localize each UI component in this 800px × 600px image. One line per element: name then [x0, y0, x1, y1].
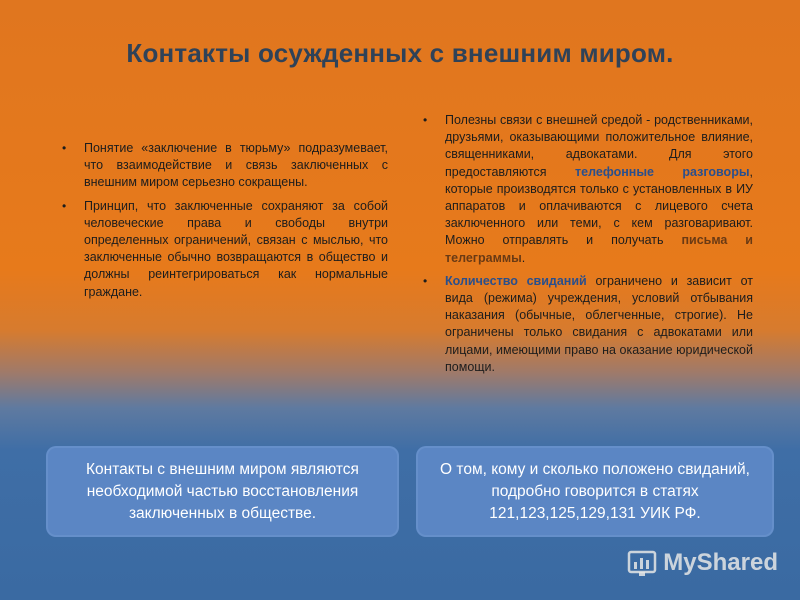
- myshared-watermark: [627, 548, 778, 578]
- right-bullet-list: [417, 112, 753, 382]
- slide-title: Контакты осужденных с внешним миром.: [126, 38, 674, 68]
- left-bullet-1: • Понятие «заключение в тюрьму» подразумевает, что взаимодействие и связь заключенных с внешним миром серьезно сокращены.: [56, 140, 388, 192]
- callout-box-left: [46, 446, 399, 537]
- right-bullet-1-text-c: .: [521, 250, 526, 265]
- right-bullet-1-text-a: Полезны связи с внешней средой - родственниками, друзьями, оказывающими положительное влияние, священниками, адвокатами. Для этого предоставляются: [445, 113, 753, 179]
- callout-left-text: Контакты с внешним миром являются необходимой частью восстановления заключенных в обществе.: [86, 460, 359, 522]
- right-bullet-2: [417, 273, 753, 376]
- left-bullet-2: • Принцип, что заключенные сохраняют за собой человеческие права и свободы внутри определенных ограничений, связан с мыслью, что заключенные обычно возвращаются в общество и должны реинтегрироваться как нормальные граждане.: [56, 198, 388, 301]
- right-bullet-2-text: ограничено и зависит от вида (режима) учреждения, условий отбывания наказания (обычные, облегченные, строгие). Не ограничены только свидания с адвокатами или лицами, имеющими право на оказание юридической помощи.: [445, 273, 753, 374]
- right-bullet-1: [417, 112, 753, 267]
- left-bullet-list: [56, 140, 388, 307]
- phone-calls-highlight: телефонные разговоры: [575, 164, 750, 179]
- callout-right-text: О том, кому и сколько положено свиданий, подробно говорится в статях 121,123,125,129,131 УИК РФ.: [440, 460, 750, 522]
- watermark-text: MyShared: [663, 549, 778, 576]
- letters-highlight: письма и телеграммы: [445, 233, 753, 265]
- myshared-logo-icon: [627, 548, 657, 578]
- callout-box-right: [416, 446, 774, 537]
- visits-count-highlight: Количество свиданий: [445, 273, 587, 288]
- right-bullet-1-text-b: , которые производятся только с установленных в ИУ аппаратов и оплачиваются с лицевого счета заключенного или теми, с кем разговаривают. Можно отправлять и получать: [445, 164, 753, 248]
